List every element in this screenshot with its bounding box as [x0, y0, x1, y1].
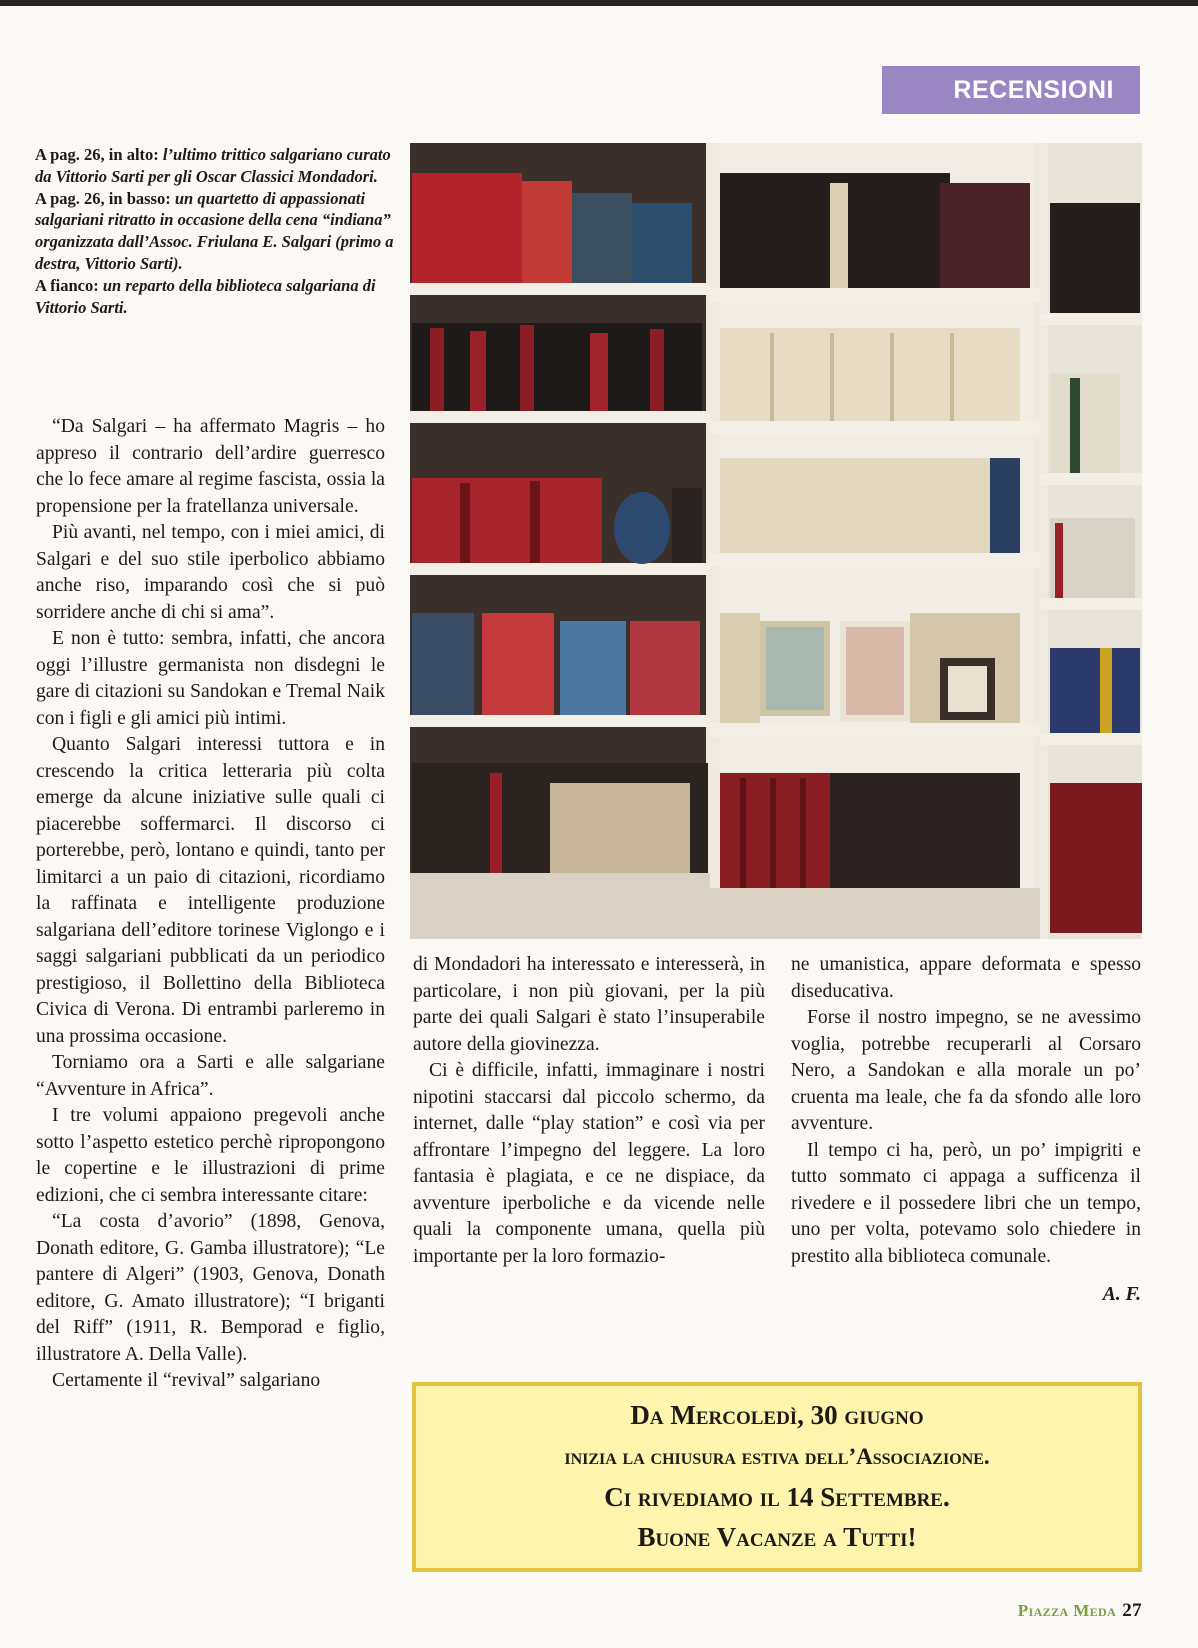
magazine-name: Piazza Meda — [1017, 1601, 1117, 1620]
section-tab — [882, 66, 1140, 114]
bookshelf-photo — [410, 143, 1142, 939]
paragraph: “La costa d’avorio” (1898, Genova, Donath editore, G. Gamba illustratore); “Le pantere di Algeri” (1903, Genova, Donath editore, G. Amato illustratore); “I briganti del Riff” (1911, R. Bemporad e figlio, illustratore A. Della Valle). — [36, 1211, 385, 1365]
article-column-2 — [413, 952, 765, 1270]
announcement-line: Da Mercoledì, 30 giugno — [630, 1400, 924, 1430]
paragraph: ne umanistica, appare deformata e spesso diseducativa. — [791, 954, 1141, 1002]
paragraph: Torniamo ora a Sarti e alle salgariane “Avventure in Africa”. — [36, 1052, 385, 1100]
announcement-line: inizia la chiusura estiva dell’Associazione. — [564, 1444, 990, 1469]
caption-line: A fianco: un reparto della biblioteca salgariana di Vittorio Sarti. — [35, 275, 376, 317]
paragraph: Quanto Salgari interessi tuttora e in crescendo la critica letteraria più colta emerge da alcune iniziative sulle quali ci piacerebbe soffermarci. Il discorso ci porterebbe, però, lontano e quindi, tanto per limitarci a un paio di citazioni, ricordiamo la raffinata e intelligente produzione salgariana dell’editore torinese Viglongo e i saggi salgariani pubblicati da un periodico prestigioso, il Bollettino della Biblioteca Civica di Verona. Di entrambi parleremo in una prossima occasione. — [36, 734, 385, 1047]
page-footer — [1018, 1600, 1142, 1622]
caption-line: A pag. 26, in alto: l’ultimo trittico salgariano curato da Vittorio Sarti per gli Oscar Classici Mondadori. — [35, 145, 391, 186]
bookshelf-illustration — [410, 143, 1142, 939]
paragraph: E non è tutto: sembra, infatti, che ancora oggi l’illustre germanista non disdegni le gare di citazioni su Sandokan e Tremal Naik con i figli e gli amici più intimi. — [36, 628, 385, 729]
paragraph: Il tempo ci ha, però, un po’ impigriti e tutto sommato ci appaga a sufficenza il rivedere e il possedere libri che un tempo, uno per volta, potevamo solo chiedere in prestito alla biblioteca comunale. — [791, 1139, 1141, 1267]
announcement-box — [412, 1382, 1142, 1572]
paragraph: Forse il nostro impegno, se ne avessimo voglia, potrebbe recuperarli al Corsaro Nero, a Sandokan e alla morale un po’ cruenta ma leale, che fa da sfondo alle loro avventure. — [791, 1007, 1141, 1134]
announcement-line: Ci rivediamo il 14 Settembre. — [604, 1482, 950, 1512]
paragraph: di Mondadori ha interessato e interesserà, in particolare, i non più giovani, per la più parte dei quali Salgari è stato l’insuperabile autore della giovinezza. — [413, 954, 765, 1055]
caption-line: A pag. 26, in basso: un quartetto di appassionati salgariani ritratto in occasione della cena “indiana” organizzata dall’Assoc. Friulana E. Salgari (primo a destra, Vittorio Sarti). — [35, 188, 394, 273]
article-column-1 — [36, 414, 385, 1395]
top-rule — [0, 0, 1198, 6]
announcement-line: Buone Vacanze a Tutti! — [637, 1522, 917, 1552]
section-title: RECENSIONI — [953, 75, 1114, 104]
author-signature: A. F. — [1102, 1284, 1141, 1305]
article-column-3 — [791, 952, 1141, 1309]
photo-caption — [35, 144, 395, 318]
paragraph: Certamente il “revival” salgariano — [52, 1370, 321, 1391]
page-number: 27 — [1122, 1600, 1142, 1621]
paragraph: “Da Salgari – ha affermato Magris – ho appreso il contrario dell’ardire guerresco che lo fece amare al regime fascista, ossia la propensione per la fratellanza universale. — [36, 416, 385, 517]
paragraph: I tre volumi appaiono pregevoli anche sotto l’aspetto estetico perchè ripropongono le copertine e le illustrazioni di prime edizioni, che ci sembra interessante citare: — [36, 1105, 385, 1206]
paragraph: Ci è difficile, infatti, immaginare i nostri nipotini staccarsi dal piccolo schermo, da internet, dalle “play station” e così via per affrontare l’impegno del leggere. La loro fantasia è plagiata, e ce ne dispiace, da avventure iperboliche e da vicende nelle quali la componente umana, quella più importante per la loro formazio- — [413, 1060, 765, 1267]
paragraph: Più avanti, nel tempo, con i miei amici, di Salgari e del suo stile iperbolico abbiamo anche riso, imparando così che si può sorridere anche di chi si ama”. — [36, 522, 385, 623]
